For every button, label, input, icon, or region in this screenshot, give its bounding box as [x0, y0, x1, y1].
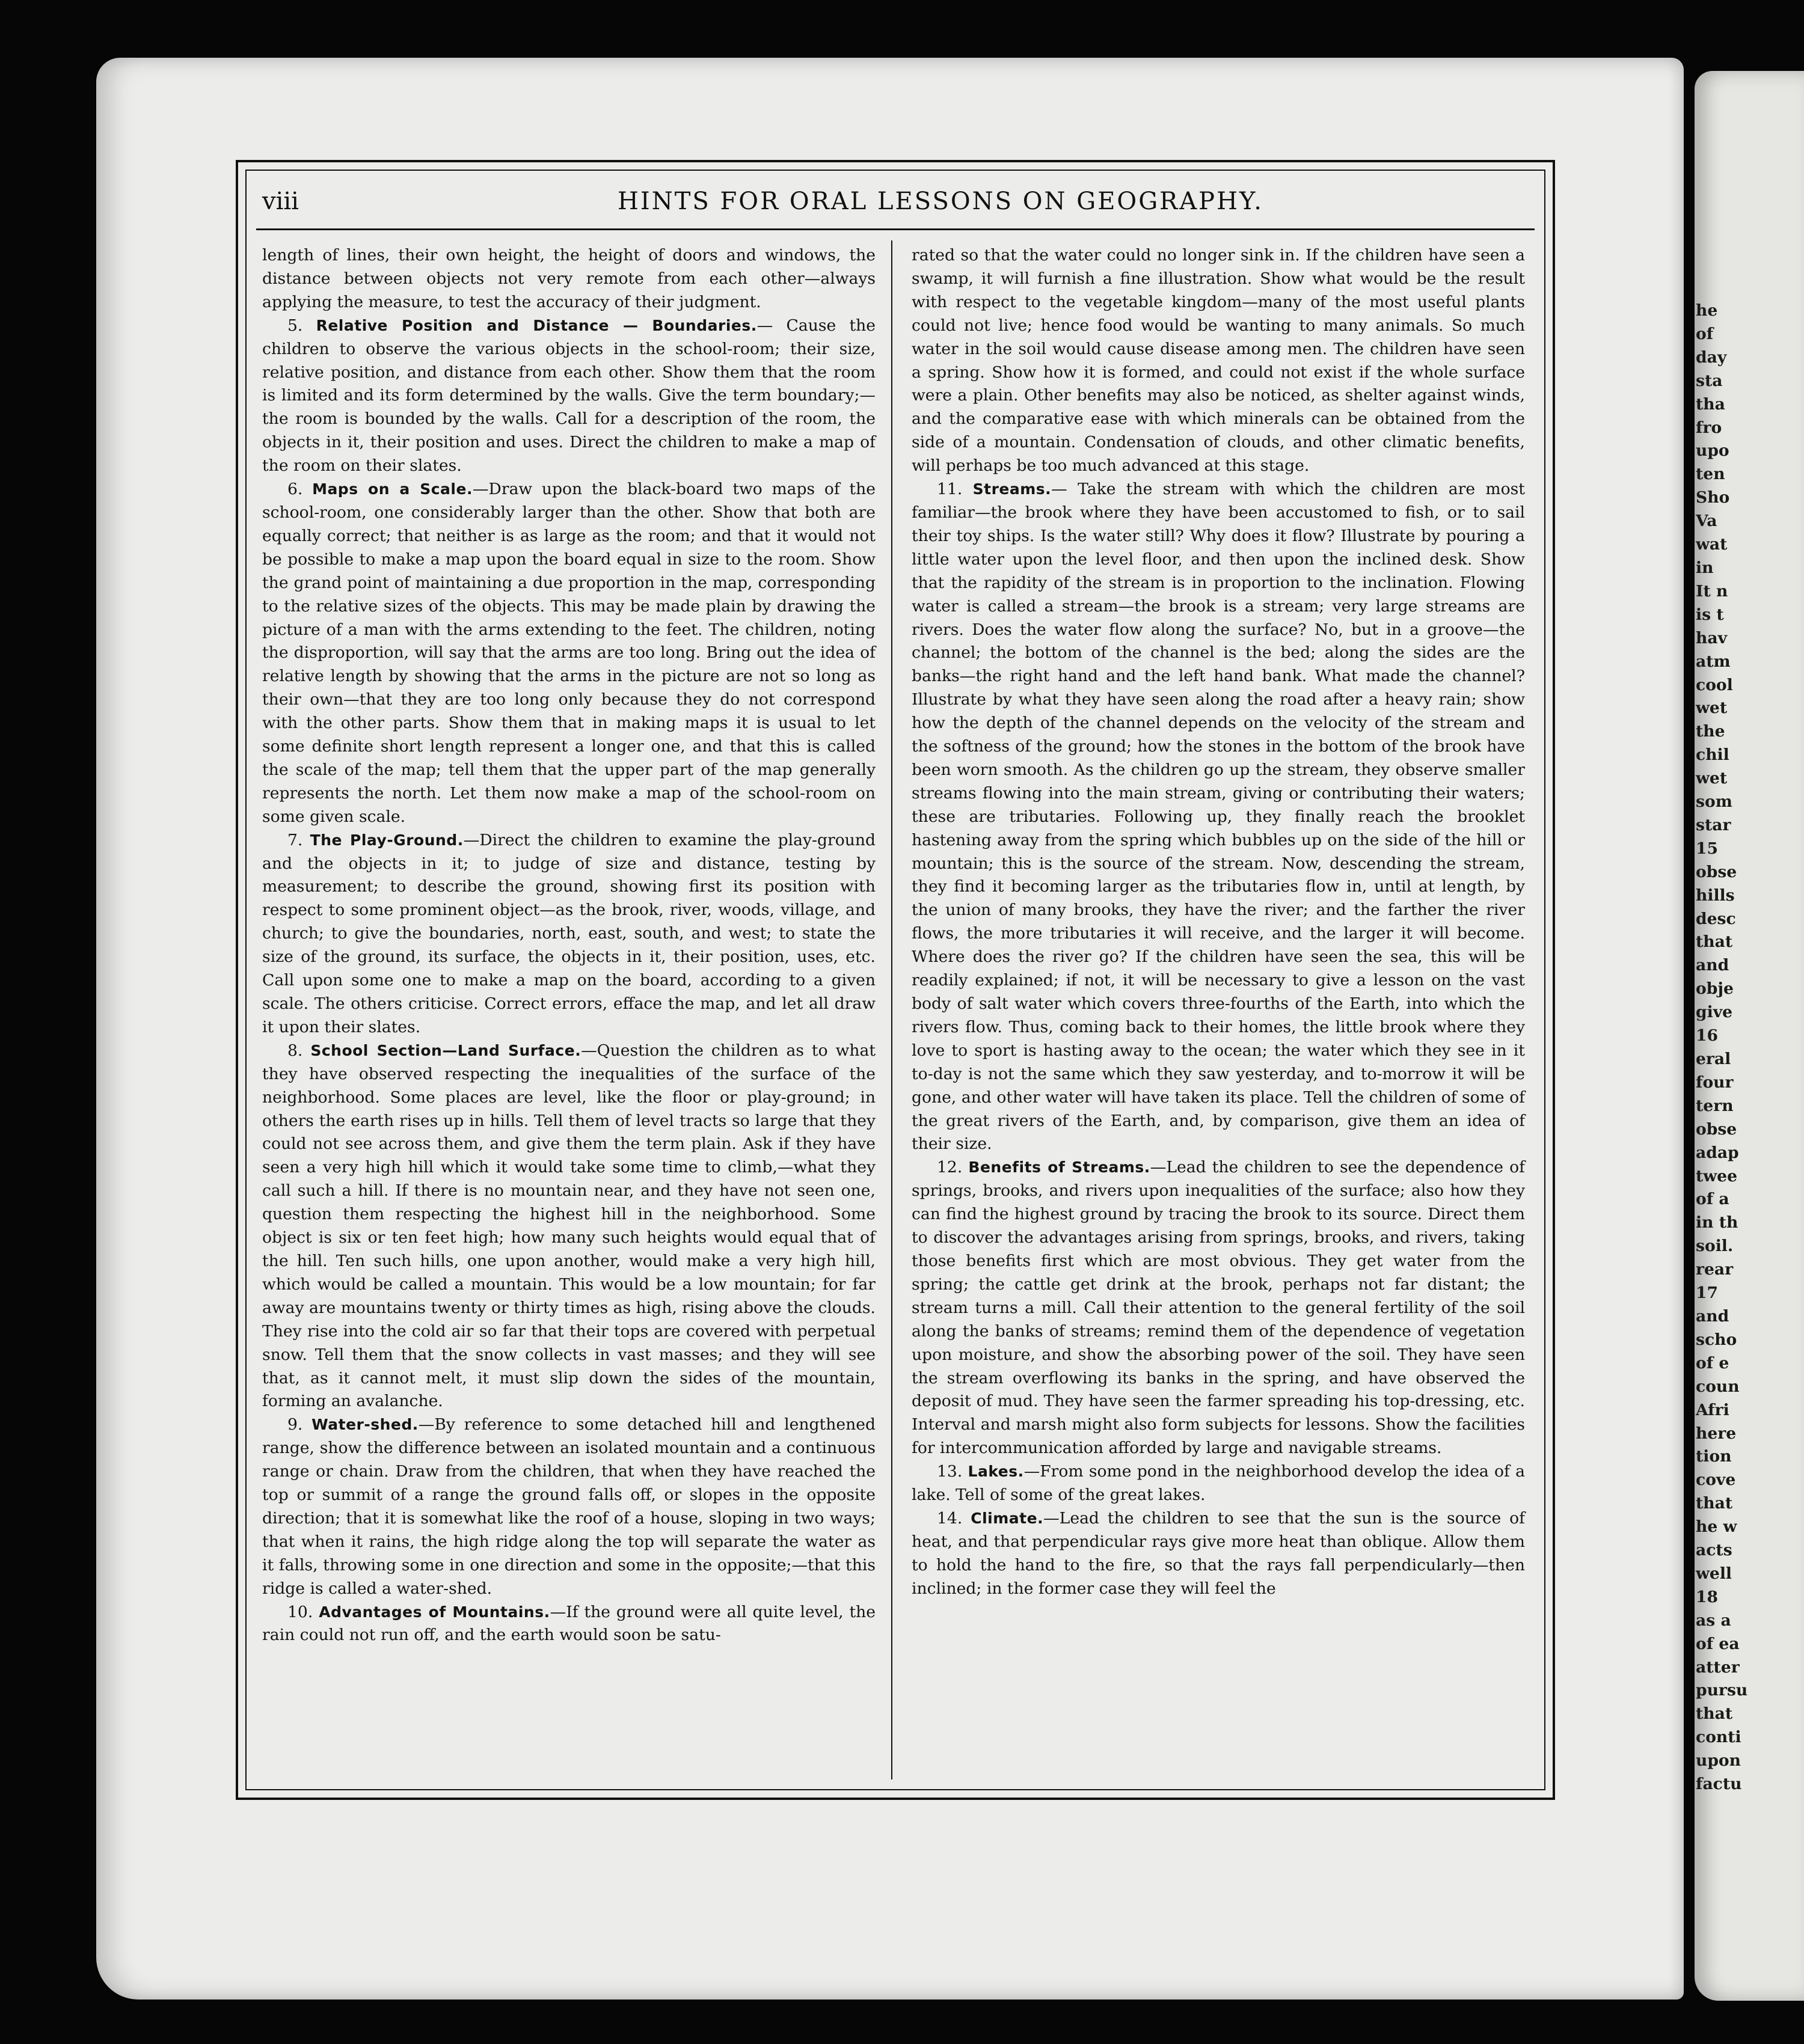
- section-heading: Relative Position and Distance — Boundaries.: [316, 316, 757, 334]
- section-body: —By reference to some detached hill and lengthened range, show the difference between an isolated mountain and a continuous range or chain. Draw from the children, that when they have reached the top or summit of a range the ground falls off, or slopes in the opposite direction; that it is somewhat like the roof of a house, sloping in two ways; that when it rains, the high ridge along the top will separate the water as it falls, throwing some in one direction and some in the opposite;—that this ridge is called a water-shed.: [262, 1415, 876, 1598]
- section-number: 7.: [287, 830, 310, 849]
- right-column: [912, 244, 1525, 1601]
- section-paragraph: [262, 478, 876, 829]
- section-heading: Water-shed.: [311, 1416, 419, 1434]
- section-number: 13.: [937, 1462, 968, 1481]
- section-body: —Question the children as to what they have observed respecting the inequalities of the surface of the neighborhood. Some places are level, like the floor or play-ground; in others the earth rises up in hills. Tell them of level tracts so large that they could not see across them, and give them the term plain. Ask if they have seen a very high hill which it would take some time to climb,—what they call such a hill. If there is no mountain near, and they have not seen one, question them respecting the highest hill in the neighborhood. Some object is six or ten feet high; how many such heights would equal that of the hill. Ten such hills, one upon another, would make a very high hill, which would be called a mountain. This would be a low mountain; for far away are mountains twenty or thirty times as high, rising above the clouds. They rise into the cold air so far that their tops are covered with perpetual snow. Tell them that the snow collects in vast masses; and they will see that, as it cannot melt, it must slip down the sides of the mountain, forming an avalanche.: [262, 1041, 876, 1411]
- paragraph-continued: length of lines, their own height, the height of doors and windows, the distance between objects not very remote from each other—always applying the measure, to test the accuracy of their judgment.: [262, 246, 876, 311]
- section-heading: School Section—Land Surface.: [310, 1041, 581, 1059]
- section-heading: Maps on a Scale.: [312, 480, 473, 498]
- adjacent-page-edge: [1695, 71, 1804, 2001]
- section-body: —Lead the children to see that the sun is the source of heat, and that perpendicular rays give more heat than oblique. Allow them to hold the hand to the fire, so that the rays fall perpendicularly—then inclined; in the former case they will feel the: [912, 1508, 1526, 1598]
- section-heading: Advantages of Mountains.: [319, 1603, 550, 1621]
- section-paragraph: [912, 1507, 1525, 1601]
- section-body: —If the ground were all quite level, the rain could not run off, and the earth would soon be satu-: [262, 1602, 876, 1645]
- section-number: 9.: [287, 1415, 312, 1434]
- section-number: 5.: [287, 316, 316, 335]
- section-number: 14.: [937, 1508, 971, 1528]
- section-number: 12.: [937, 1158, 969, 1177]
- section-heading: Climate.: [971, 1509, 1044, 1527]
- page-number: viii: [262, 188, 299, 215]
- section-paragraph: [912, 1156, 1525, 1460]
- section-heading: The Play-Ground.: [310, 831, 464, 849]
- section-body: — Take the stream with which the children are most familiar—the brook where they have been accustomed to fish, or to sail their toy ships. Is the water still? Why does it flow? Illustrate by pouring a little water upon the level floor, and then upon the inclined desk. Show that the rapidity of the stream is in proportion to the inclination. Flowing water is called a stream—the brook is a stream; very large streams are rivers. Does the water flow along the surface? No, but in a groove—the channel; the bottom of the channel is the bed; along the sides are the banks—the right hand and the left hand bank. What made the channel? Illustrate by what they have seen along the road after a heavy rain; show how the depth of the channel depends on the velocity of the stream and the softness of the ground; how the stones in the bottom of the brook have been worn smooth. As the children go up the stream, they observe smaller streams flowing into the main stream, giving or contributing their waters; these are tributaries. Following up, they finally reach the brooklet hastening away from the spring which bubbles up on the side of the hill or mountain; this is the source of the stream. Now, descending the stream, they find it becoming larger as the tributaries flow in, until at length, by the union of many brooks, they have the river; and the farther the river flows, the more tributaries it will receive, and the larger it will become. Where does the river go? If the children have seen the sea, this will be readily explained; if not, it will be necessary to give a lesson on the vast body of salt water which covers three-fourths of the Earth, into which the rivers flow. Thus, coming back to their homes, the little brook where they love to sport is hasting away to the ocean; the water which they see in it to-day is not the same which they saw yesterday, and to-morrow it will be gone, and other water will have taken its place. Tell the children of some of the great rivers of the Earth, and, by comparison, give them an idea of their size.: [912, 480, 1525, 1154]
- section-heading: Streams.: [972, 480, 1052, 498]
- header-rule: [256, 228, 1535, 230]
- text-frame: [236, 160, 1555, 1800]
- section-heading: Lakes.: [968, 1463, 1024, 1481]
- section-heading: Benefits of Streams.: [968, 1158, 1150, 1177]
- section-paragraph: [262, 1039, 876, 1414]
- section-body: — Cause the children to observe the various objects in the school-room; their size, relative position, and distance from each other. Show them that the room is limited and its form determined by the walls. Give the term boundary;—the room is bounded by the walls. Call for a description of the room, the objects in it, their position and uses. Direct the children to make a map of the room on their slates.: [262, 316, 876, 476]
- section-paragraph: [912, 478, 1525, 1156]
- paragraph-continued: rated so that the water could no longer sink in. If the children have seen a swamp, it will furnish a fine illustration. Show what would be the result with respect to the vegetable kingdom—many of the most useful plants could not live; hence food would be wanting to many animals. So much water in the soil would cause disease among men. The children have seen a spring. Show how it is formed, and could not exist if the whole surface were a plain. Other benefits may also be noticed, as shelter against winds, and the comparative ease with which minerals can be obtained from the side of a mountain. Condensation of clouds, and other climatic benefits, will perhaps be too much advanced at this stage.: [912, 246, 1525, 476]
- adjacent-page-fragments: he of day sta tha fro upo ten Sho Va wat in It n is t hav atm cool wet the chil wet som star 15 obse hills desc that and obje give 16 eral four tern obse adap twee of a in th soil. rear 17 and scho of e coun Afri here tion cove that he w acts well 18 as a of ea atter pursu that conti upon factu: [1696, 301, 1748, 1794]
- section-body: —From some pond in the neighborhood develop the idea of a lake. Tell of some of the great lakes.: [912, 1462, 1525, 1505]
- column-divider: [891, 240, 892, 1779]
- section-number: 10.: [287, 1602, 319, 1621]
- section-body: —Draw upon the black-board two maps of the school-room, one considerably larger than the other. Show that both are equally correct; that neither is as large as the room; and that it would not be possible to make a map upon the board equal in size to the room. Show the grand point of maintaining a due proportion in the map, corresponding to the relative sizes of the objects. This may be made plain by drawing the picture of a man with the arms extending to the feet. The children, noting the disproportion, will say that the arms are too long. Bring out the idea of relative length by showing that the arms in the picture are not so long as their own—that they are too long only because they do not correspond with the other parts. Show them that in making maps it is usual to let some definite short length represent a longer one, and that this is called the scale of the map; tell them that the upper part of the map generally represents the north. Let them now make a map of the school-room on some given scale.: [262, 480, 876, 826]
- section-number: 6.: [287, 480, 313, 499]
- section-paragraph: [262, 829, 876, 1039]
- section-number: 11.: [937, 480, 973, 499]
- running-head-title: HINTS FOR ORAL LESSONS ON GEOGRAPHY.: [618, 188, 1263, 215]
- section-paragraph: [912, 1460, 1525, 1507]
- section-paragraph: [262, 1413, 876, 1600]
- section-number: 8.: [287, 1041, 311, 1060]
- left-column: [262, 244, 876, 1647]
- section-paragraph: [262, 314, 876, 478]
- section-body: —Direct the children to examine the play-ground and the objects in it; to judge of size and distance, testing by measurement; to describe the ground, showing first its position with respect to some prominent object—as the brook, river, woods, village, and church; to give the boundaries, north, east, south, and west; to state the size of the ground, its surface, the objects in it, their position, uses, etc. Call upon some one to make a map on the board, according to a given scale. The others criticise. Correct errors, efface the map, and let all draw it upon their slates.: [262, 830, 876, 1036]
- section-body: —Lead the children to see the dependence of springs, brooks, and rivers upon inequalities of the surface; also how they can find the highest ground by tracing the brook to its source. Direct them to discover the advantages arising from springs, brooks, and rivers, taking those benefits first which are most obvious. They get water from the spring; the cattle get drink at the brook, perhaps not far distant; the stream turns a mill. Call their attention to the general fertility of the soil along the banks of streams; remind them of the dependence of vegetation upon moisture, and show the absorbing power of the soil. They have seen the stream overflowing its banks in the spring, and have observed the deposit of mud. They have seen the farmer spreading his top-dressing, etc. Interval and marsh might also form subjects for lessons. Show the facilities for intercommunication afforded by large and navigable streams.: [912, 1158, 1525, 1458]
- section-paragraph: [262, 1601, 876, 1648]
